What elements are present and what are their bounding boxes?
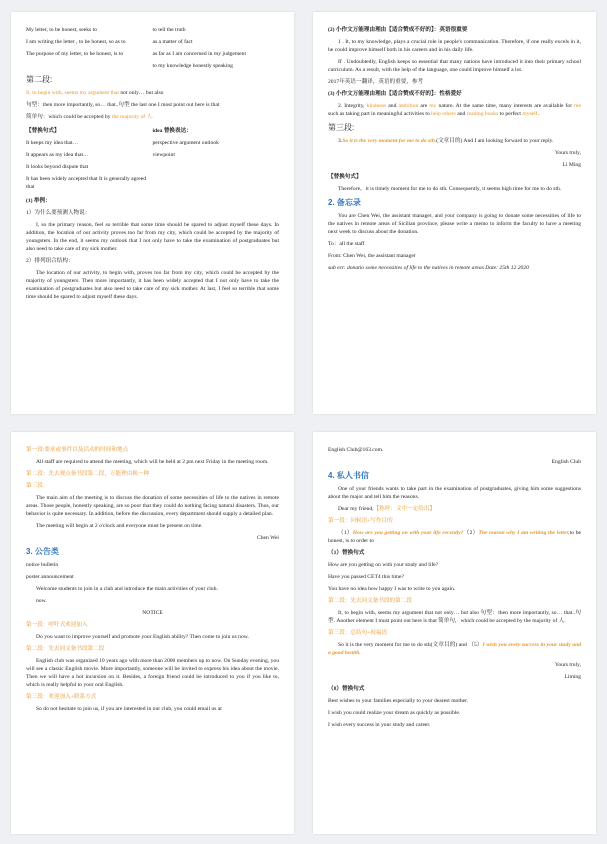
paragraph: One of your friends wants to take part in the examination of postgraduates, giving him some suggestions about the major and tell him the reasons. — [328, 486, 581, 500]
memo-subject: sub ect: donatio some necessities of life to the natives in remote areas Date: 25th 12 2020 — [328, 265, 529, 271]
list-item: How are you getting on with your study and life? — [328, 562, 439, 568]
section-heading: 4. 私人书信 — [328, 471, 369, 480]
signature-name: Liming — [564, 674, 581, 680]
subheading: (1) 举例： — [26, 198, 51, 204]
subheading: (2) 小作文万能理由理由【适合赞成不好的】：英语很重要 — [328, 27, 468, 33]
table-row: It looks beyond dispute that — [26, 164, 89, 170]
email-line: English Club@163.com. — [328, 447, 384, 453]
paragraph-label: 第二段：先去同义备书段的第二段 — [328, 598, 412, 604]
paragraph: The location of our activity, to begin with, proves too far from my city, which could be accepted by the majority of youngsters. Then more importantly, it has been widely accepted that I not only have to take the examination of postgraduates but also need to take care of my sick mother. At last, I feel so terrible that some time should be spared to adjust myself these days. — [26, 270, 279, 300]
paragraph-label: 第一段：呼吁式欢迎加入 — [26, 622, 88, 628]
paragraph: I, so the primary reason, feel so terrible that some time should be spared to adjust myself these days. In addition, the location of our activity proves too far from my city, which could be accepted by the majority of youngsters. In the end, it seems my outlook that I not only have to take the examination of postgraduates but also need to take care of my sick mother. — [26, 222, 279, 252]
paragraph-label: 第二段：先去观点备书段第二段，万能理由换一种 — [26, 471, 150, 477]
paragraph: It, to begin with, seems my argument that not only… but also 句型：then more importantly, so… that..句型. Another element I must point out here is that 简单句，which could be accepted by the majority of 人. — [328, 610, 581, 624]
notice-title: NOTICE — [142, 610, 163, 616]
paragraph: now. — [36, 598, 47, 604]
table-row: It keeps my idea that… perspective argument outlook — [26, 140, 219, 146]
signature-name: Li Ming — [562, 162, 581, 168]
closing: Yours truly, — [554, 150, 581, 156]
paragraph: If . Undoubtedly, English keeps so essential that many nations have introduced it into their primary school curriculum. As a result, with the help of the language, one could improve himself a lot. — [328, 59, 581, 73]
paragraph: Welcome students to join in a club and introduce the main activities of your club. — [36, 586, 218, 592]
table-header: 【替换句式】 idea 替换表达： — [26, 128, 192, 134]
section-heading: 第三段: — [328, 123, 355, 132]
phrase-table-2 — [26, 127, 279, 191]
vocab-line: notice bulletin — [26, 562, 59, 568]
section-heading: 第二段: — [26, 75, 53, 84]
paragraph: 2. Integrity, kindness and ambition are my nature. At the same time, many interests are available for me such as taking part in meaningful activities to help others and reading books to perfect myself. — [328, 103, 581, 117]
document-page-2 — [313, 12, 596, 414]
signature-name: English Club — [551, 459, 581, 465]
document-page-4 — [313, 432, 596, 834]
table-row: My letter, to be honest, seeks to to tell the truth — [26, 27, 186, 33]
paragraph: You are Chen Wei, the assistant manager, and your company is going to donate some necessities of life to the natives in remote areas of Sicilian province, please write a memo to inform the faculty to have a meeting next week to discuss about the donation. — [328, 213, 581, 235]
paragraph: It, to begin with, seems my argument that not only… but also — [26, 90, 164, 96]
salutation: Dear my friend,【称呼：文中一定给出】 — [338, 506, 436, 512]
paragraph: Therefore，it is timely moment for me to do sth. Consequently, it seems high time for me to do sth. — [338, 186, 562, 192]
list-item: You have no idea how happy I was to write to you again. — [328, 586, 456, 592]
list-item: Best wishes to your families especially to your dearest mother. — [328, 698, 469, 704]
closing: Yours truly, — [554, 662, 581, 668]
subheading: (3) 小作文万能理由理由【适合赞成不好的】：性格爱好 — [328, 91, 462, 97]
table-row: I am writing the letter , to be honest, so as to as a matter of fact — [26, 39, 193, 45]
paragraph: English club was organized 10 years ago with more than 2000 members up to now. On Sunday evening, you will see a classic English movie. More importantly, someone will be invited to express his idea about the movie. Then we will have a hot incursion on it. Besides, a foreign friend could be introduced to you if you like to, which is really helpful to your oral English. — [26, 658, 279, 688]
paragraph: So do not hesitate to join us, if you are interested in our club, you could email us at — [36, 706, 222, 712]
table-row: It has been widely accepted that It is generally agreed that — [26, 176, 147, 190]
table-row: It appears as my idea that… viewpoint — [26, 152, 175, 158]
phrase-table-1 — [26, 26, 279, 70]
paragraph: The meeting will begin at 2 o'clock and everyone must be present on time. — [36, 523, 203, 529]
subheading: 2）排列组合结构： — [26, 258, 74, 264]
subheading: （1）替换句式 — [328, 550, 365, 556]
subheading: 1）为什么要预测人物说： — [26, 210, 91, 216]
paragraph: （1）How are you getting on with your life recently?（2）The reason why I am writing the letter,to be honest, is to order to — [328, 530, 581, 544]
paragraph: 3.So it is the very moment for me to do sth.(文章目的) And I am looking forward to your reply. — [338, 138, 554, 144]
paragraph-label: 第三段： — [26, 483, 49, 489]
list-item: Have you passed CET4 this time? — [328, 574, 404, 580]
document-page-3 — [11, 432, 294, 834]
paragraph-label: 第三段：总结句+祝福语 — [328, 630, 388, 636]
memo-from: From: Chen Wei, the assistant manager — [328, 253, 416, 259]
table-row: to my knowledge honestly speaking — [152, 63, 233, 69]
paragraph-label: 第二段：先去同义备书段第二段 — [26, 646, 105, 652]
subheading: 【替换句式】 — [328, 174, 362, 180]
vocab-line: poster announcement — [26, 574, 74, 580]
paragraph-label: 第一段:要求或事件以及活动的时间和地点 — [26, 447, 129, 453]
table-row: The purpose of my letter, to be honest, is to as far as I am concerned in my judgement — [26, 51, 247, 57]
paragraph: The main aim of the meeting is to discuss the donation of some necessities of life to the natives in remote areas. Those people, honestly speaking, are so poor that they could do nothing facing natural disasters. Thus, our behavior is quite necessary. In addition, before the discussion, every department should supply a detailed plan. — [26, 495, 279, 517]
section-heading: 2. 备忘录 — [328, 198, 361, 207]
note: 2017年英语一翻译，英语的重要，参考 — [328, 79, 424, 85]
paragraph: 1 . It, to my knowledge, plays a crucial role in people's communication. Therefore, if one really excels in it, he could improve himself both in his careers and in his daily life. — [328, 39, 581, 53]
document-page-1 — [11, 12, 294, 414]
paragraph: 句型：then more importantly, so… that..句型 the last one I most point out here is that — [26, 102, 220, 108]
signature-name: Chen Wei — [257, 535, 279, 541]
paragraph-label: 第一段：问候语+写作目的 — [328, 518, 393, 524]
memo-to: To：all the staff — [328, 241, 365, 247]
subheading: （8）替换句式 — [328, 686, 365, 692]
paragraph: All staff are required to attend the meeting, which will be held at 2 pm next Friday in the meeting room. — [36, 459, 269, 465]
paragraph-label: 第三段：欢迎加入+联系方式 — [26, 694, 97, 700]
section-heading: 3. 公告类 — [26, 547, 59, 556]
list-item: I wish you could realize your dream as quickly as possible. — [328, 710, 461, 716]
paragraph: Do you want to improve yourself and promote your English ability? Then come to join us now. — [36, 634, 249, 640]
paragraph: So it is the very moment for me to do sth(文章目的) and （5）I wish you every success in your study and a good health. — [328, 642, 582, 656]
paragraph: 简单句：which could be accepted by the majority of 人. — [26, 114, 154, 120]
list-item: I wish every success in your study and career. — [328, 722, 431, 728]
